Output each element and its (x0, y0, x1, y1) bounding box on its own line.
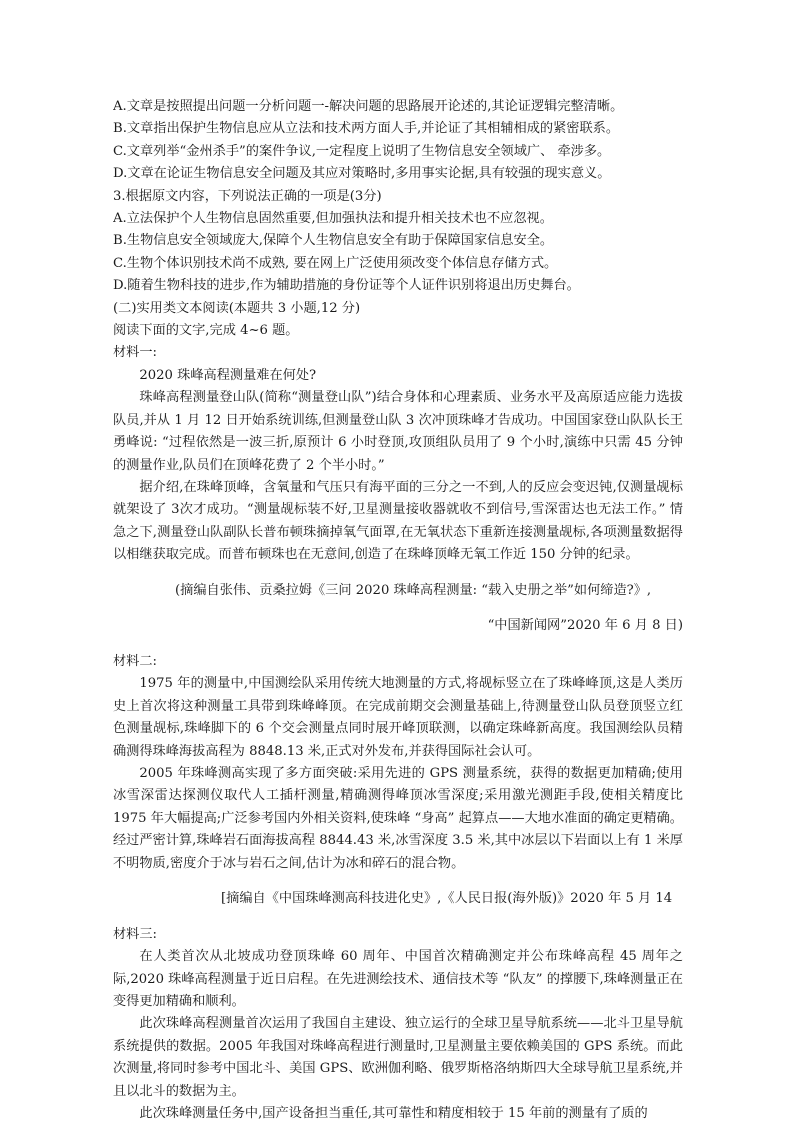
document-body (113, 96, 683, 1125)
material-1-label: 材料一: (113, 345, 158, 361)
option-2d: D.文章在论证生物信息安全问题及其应对策略时,多用事实论据,具有较强的现实意义。 (113, 166, 611, 182)
question-3-stem: 3.根据原文内容，下列说法正确的一项是(3分) (113, 188, 382, 204)
material-1-para-2: 据介绍,在珠峰顶峰，含氧量和气压只有海平面的三分之一不到,人的反应会变迟钝,仅测量觇标就架设了 3次才成功。“测量觇标装不好,卫星测量接收器就收不到信号,雪深雷达也无法工作。” 情急之下,测量登山队副队长普布顿珠摘掉氧气面罩,在无氧状态下重新连接测量觇标,各项测量数据得以相继获取完成。而普布顿珠也在无意间,创造了在珠峰顶峰无氧工作近 150 分钟的纪录。 (113, 479, 683, 563)
option-2a: A.文章是按照提出问题一分析问题一-解决问题的思路展开论述的,其论证逻辑完整清晰。 (113, 99, 624, 114)
material-3-para-1: 在人类首次从北坡成功登顶珠峰 60 周年、中国首次精确测定并公布珠峰高程 45 周年之际,2020 珠峰高程测量于近日启程。在先进测绘技术、通信技术等 “队友” 的撑腰下,珠峰测量正在变得更加精确和顺利。 (113, 949, 683, 1009)
material-2-source: [摘编自《中国珠峰测高科技进化史》,《人民日报(海外版)》2020 年 5 月 14 (221, 891, 673, 907)
section-heading: (二)实用类文本阅读(本题共 3 小题,12 分) (113, 300, 361, 316)
material-3-para-2: 此次珠峰高程测量首次运用了我国自主建设、独立运行的全球卫星导航系统——北斗卫星导航系统提供的数据。2005 年我国对珠峰高程进行测量时,卫星测量主要依赖美国的 GPS 系统。而此次测量,将同时参考中国北斗、美国 GPS、欧洲伽利略、俄罗斯格洛纳斯四大全球导航卫星系统,并且以北斗的数据为主。 (113, 1016, 683, 1099)
option-2b: B.文章指出保护生物信息应从立法和技术两方面人手,并论证了其相辅相成的紧密联系。 (113, 121, 620, 137)
material-1-para-1: 珠峰高程测量登山队(简称“测量登山队”)结合身体和心理素质、业务水平及高原适应能力选拔队员,并从 1 月 12 日开始系统训练,但测量登山队 3 次冲顶珠峰才告成功。中国国家登山队队长王勇峰说: “过程依然是一波三折,原预计 6 小时登顶,攻顶组队员用了 9 个小时,演练中只需 45 分钟的测量作业,队员们在顶峰花费了 2 个半小时。” (113, 390, 683, 473)
section-instruction: 阅读下面的文字,完成 4~6 题。 (113, 323, 299, 339)
material-2-para-2: 2005 年珠峰测高实现了多方面突破:采用先进的 GPS 测量系统，获得的数据更加精确;使用冰雪深雷达探测仪取代人工插杆测量,精确测得峰顶冰雪深度;采用激光测距手段,使相关精度比 1975 年大幅提高;广泛参考国内外相关资料,使珠峰 “身高” 起算点——大地水准面的确定更精确。经过严密计算,珠峰岩石面海拔高程 8844.43 米,冰雪深度 3.5 米,其中冰层以下岩面以上有 1 米厚不明物质,密度介于冰与岩石之间,估计为冰和碎石的混合物。 (113, 765, 683, 871)
material-1-source-line-2: “中国新闻网”2020 年 6 月 8 日) (487, 618, 683, 634)
material-2-label: 材料二: (113, 653, 158, 669)
option-3a: A.立法保护个人生物信息固然重要,但加强执法和提升相关技术也不应忽视。 (113, 211, 553, 227)
option-3d: D.随着生物科技的进步,作为辅助措施的身份证等个人证件识别将退出历史舞台。 (113, 278, 580, 294)
material-3-label: 材料三: (113, 926, 158, 942)
material-1-title: 2020 珠峰高程测量难在何处? (139, 367, 317, 383)
option-2c: C.文章列举“金州杀手”的案件争议,一定程度上说明了生物信息安全领域广、 牵涉多。 (113, 143, 611, 159)
material-1-source-line-1: (摘编自张伟、贡桑拉姆《三问 2020 珠峰高程测量: “载入史册之举”如何缔造?》, (175, 582, 652, 598)
material-2-para-1: 1975 年的测量中,中国测绘队采用传统大地测量的方式,将觇标竖立在了珠峰峰顶,这是人类历史上首次将这种测量工具带到珠峰峰顶。在完成前期交会测量基础上,待测量登山队员登顶竖立红色测量觇标,珠峰脚下的 6 个交会测量点同时展开峰顶联测，以确定珠峰新高度。我国测绘队员精确测得珠峰海拔高程为 8848.13 米,正式对外发布,并获得国际社会认可。 (113, 676, 683, 759)
material-3-para-3: 此次珠峰测量任务中,国产设备担当重任,其可靠性和精度相较于 15 年前的测量有了质的 (139, 1106, 648, 1121)
option-3c: C.生物个体识别技术尚不成熟, 要在网上广泛使用须改变个体信息存储方式。 (113, 255, 558, 271)
option-3b: B.生物信息安全领域庞大,保障个人生物信息安全有助于保障国家信息安全。 (113, 233, 554, 249)
